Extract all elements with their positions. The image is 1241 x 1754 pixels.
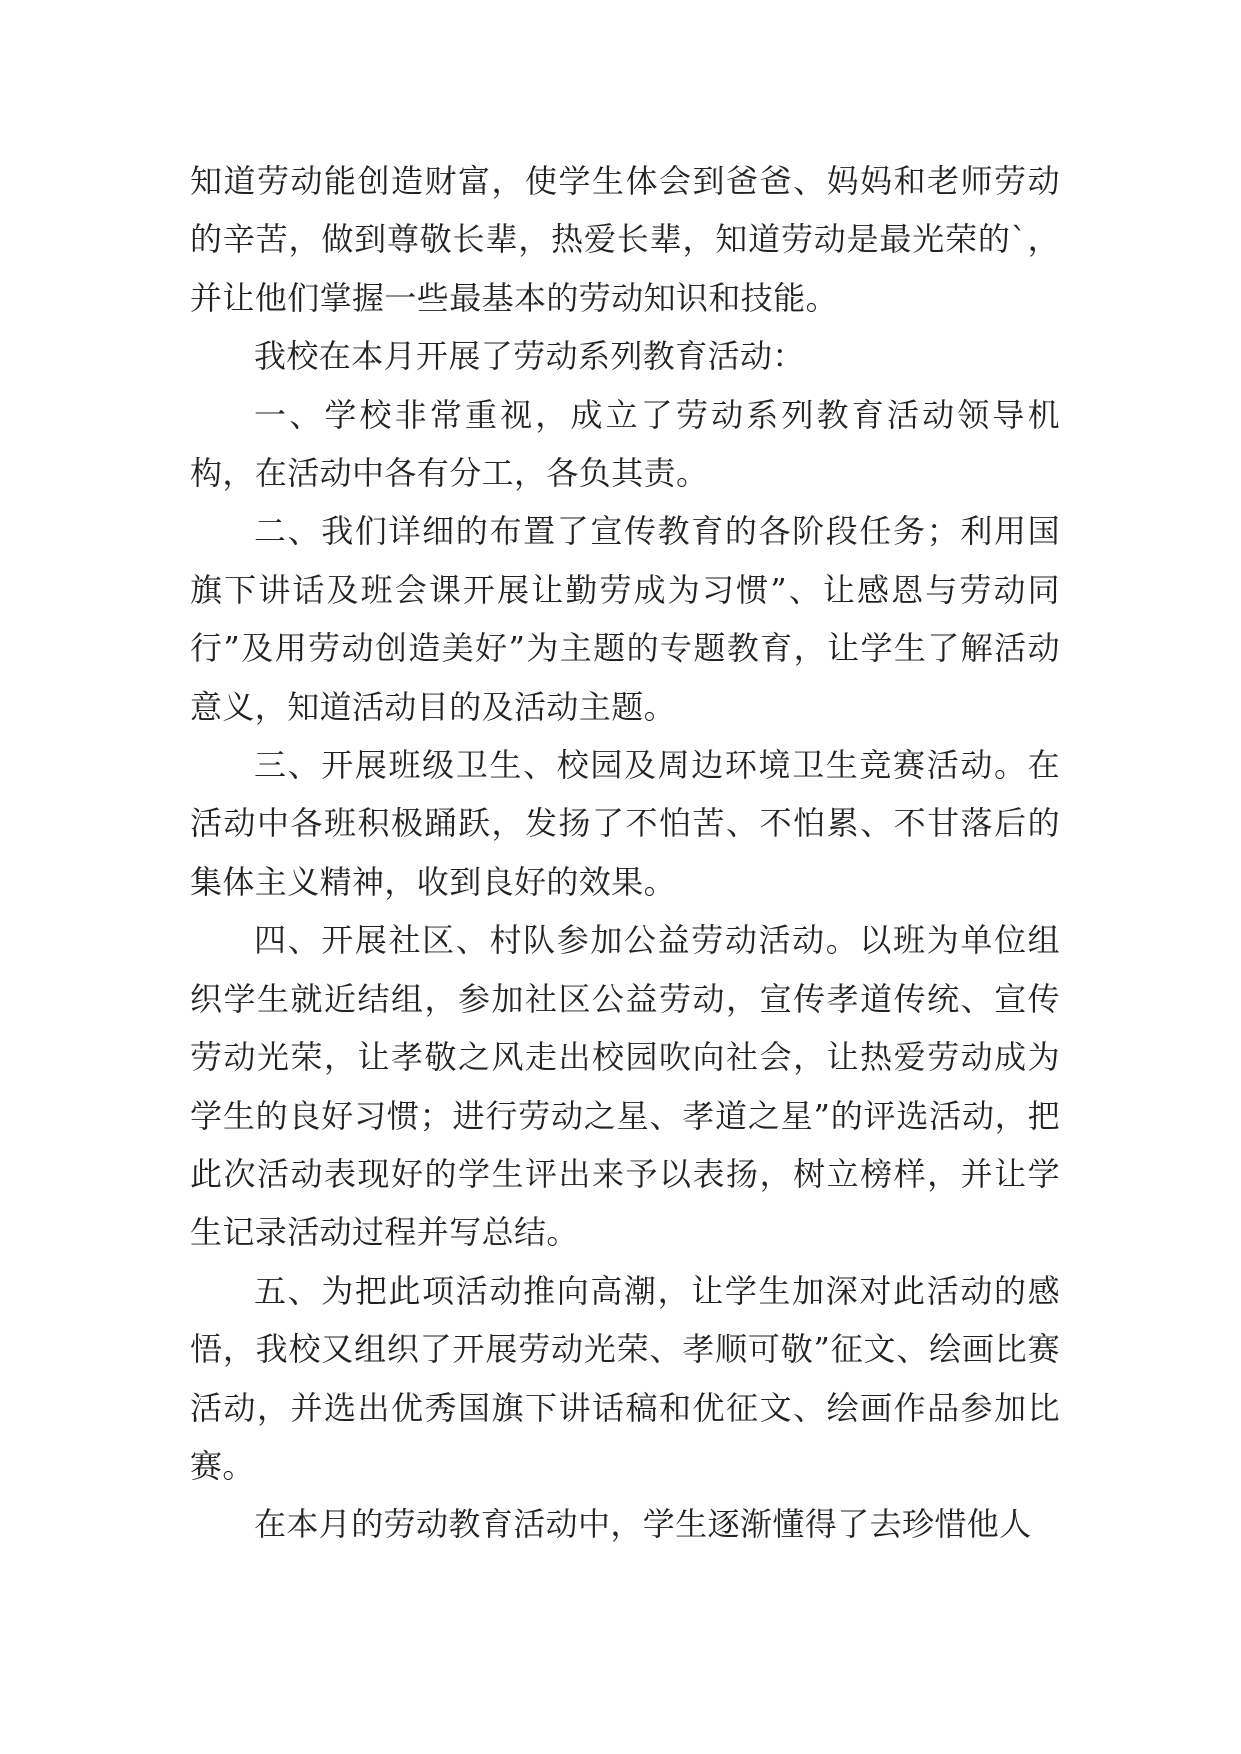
document-body xyxy=(190,152,1060,1554)
paragraph-4: 二、我们详细的布置了宣传教育的各阶段任务；利用国旗下讲话及班会课开展让勤劳成为习惯”、让感恩与劳动同行”及用劳动创造美好”为主题的专题教育，让学生了解活动意义，知道活动目的及活动主题。 xyxy=(190,512,1060,726)
paragraph-7: 五、为把此项活动推向高潮，让学生加深对此活动的感悟，我校又组织了开展劳动光荣、孝顺可敬”征文、绘画比赛活动，并选出优秀国旗下讲话稿和优征文、绘画作品参加比赛。 xyxy=(190,1271,1060,1485)
paragraph-3: 一、学校非常重视，成立了劳动系列教育活动领导机构，在活动中各有分工，各负其责。 xyxy=(190,395,1060,493)
paragraph-8: 在本月的劳动教育活动中，学生逐渐懂得了去珍惜他人 xyxy=(254,1505,1032,1544)
paragraph-1: 知道劳动能创造财富，使学生体会到爸爸、妈妈和老师劳动的辛苦，做到尊敬长辈，热爱长辈，知道劳动是最光荣的`，并让他们掌握一些最基本的劳动知识和技能。 xyxy=(190,162,1060,317)
paragraph-2: 我校在本月开展了劳动系列教育活动： xyxy=(254,337,805,376)
paragraph-5: 三、开展班级卫生、校园及周边环境卫生竞赛活动。在活动中各班积极踊跃，发扬了不怕苦、不怕累、不甘落后的集体主义精神，收到良好的效果。 xyxy=(190,746,1060,901)
paragraph-6: 四、开展社区、村队参加公益劳动活动。以班为单位组织学生就近结组，参加社区公益劳动，宣传孝道传统、宣传劳动光荣，让孝敬之风走出校园吹向社会，让热爱劳动成为学生的良好习惯；进行劳动之星、孝道之星”的评选活动，把此次活动表现好的学生评出来予以表扬，树立榜样，并让学生记录活动过程并写总结。 xyxy=(190,921,1060,1252)
